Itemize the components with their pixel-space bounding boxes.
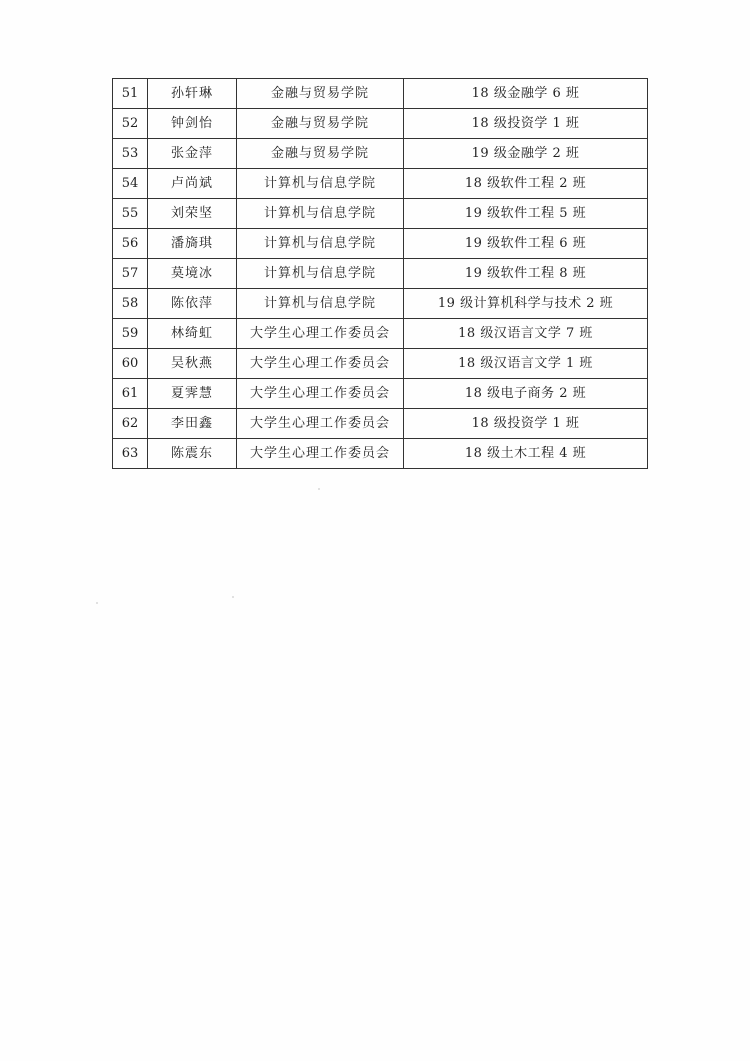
department: 计算机与信息学院 — [237, 259, 404, 289]
student-name: 张金萍 — [148, 139, 237, 169]
class-name: 18 级软件工程 2 班 — [404, 169, 648, 199]
student-name: 孙轩琳 — [148, 79, 237, 109]
student-name: 刘荣坚 — [148, 199, 237, 229]
class-name: 18 级土木工程 4 班 — [404, 439, 648, 469]
row-number: 58 — [113, 289, 148, 319]
table-row — [113, 139, 648, 169]
scan-speck — [96, 602, 98, 604]
student-name: 林绮虹 — [148, 319, 237, 349]
row-number: 61 — [113, 379, 148, 409]
scan-speck — [232, 596, 234, 598]
table-row — [113, 79, 648, 109]
class-name: 19 级软件工程 6 班 — [404, 229, 648, 259]
department: 计算机与信息学院 — [237, 169, 404, 199]
student-name: 夏霁慧 — [148, 379, 237, 409]
table-row — [113, 409, 648, 439]
row-number: 52 — [113, 109, 148, 139]
class-name: 18 级汉语言文学 7 班 — [404, 319, 648, 349]
class-name: 18 级电子商务 2 班 — [404, 379, 648, 409]
department: 金融与贸易学院 — [237, 79, 404, 109]
row-number: 53 — [113, 139, 148, 169]
row-number: 55 — [113, 199, 148, 229]
roster-table — [112, 78, 648, 469]
student-name: 吴秋燕 — [148, 349, 237, 379]
table-row — [113, 379, 648, 409]
row-number: 51 — [113, 79, 148, 109]
row-number: 56 — [113, 229, 148, 259]
department: 大学生心理工作委员会 — [237, 409, 404, 439]
row-number: 60 — [113, 349, 148, 379]
row-number: 57 — [113, 259, 148, 289]
scan-speck — [318, 488, 320, 490]
row-number: 63 — [113, 439, 148, 469]
department: 计算机与信息学院 — [237, 199, 404, 229]
roster-table-body — [113, 79, 648, 469]
class-name: 19 级计算机科学与技术 2 班 — [404, 289, 648, 319]
row-number: 62 — [113, 409, 148, 439]
class-name: 18 级金融学 6 班 — [404, 79, 648, 109]
class-name: 19 级软件工程 5 班 — [404, 199, 648, 229]
table-row — [113, 319, 648, 349]
table-row — [113, 289, 648, 319]
table-row — [113, 199, 648, 229]
table-row — [113, 349, 648, 379]
table-row — [113, 439, 648, 469]
student-name: 莫境冰 — [148, 259, 237, 289]
table-row — [113, 169, 648, 199]
department: 大学生心理工作委员会 — [237, 319, 404, 349]
row-number: 54 — [113, 169, 148, 199]
table-row — [113, 229, 648, 259]
student-name: 陈依萍 — [148, 289, 237, 319]
department: 大学生心理工作委员会 — [237, 439, 404, 469]
class-name: 18 级投资学 1 班 — [404, 109, 648, 139]
class-name: 18 级汉语言文学 1 班 — [404, 349, 648, 379]
department: 大学生心理工作委员会 — [237, 379, 404, 409]
student-name: 卢尚斌 — [148, 169, 237, 199]
class-name: 19 级金融学 2 班 — [404, 139, 648, 169]
department: 计算机与信息学院 — [237, 289, 404, 319]
class-name: 18 级投资学 1 班 — [404, 409, 648, 439]
department: 计算机与信息学院 — [237, 229, 404, 259]
department: 金融与贸易学院 — [237, 139, 404, 169]
student-name: 钟剑怡 — [148, 109, 237, 139]
student-name: 李田鑫 — [148, 409, 237, 439]
class-name: 19 级软件工程 8 班 — [404, 259, 648, 289]
student-name: 陈震东 — [148, 439, 237, 469]
student-name: 潘旖琪 — [148, 229, 237, 259]
department: 金融与贸易学院 — [237, 109, 404, 139]
department: 大学生心理工作委员会 — [237, 349, 404, 379]
table-row — [113, 109, 648, 139]
table-row — [113, 259, 648, 289]
row-number: 59 — [113, 319, 148, 349]
